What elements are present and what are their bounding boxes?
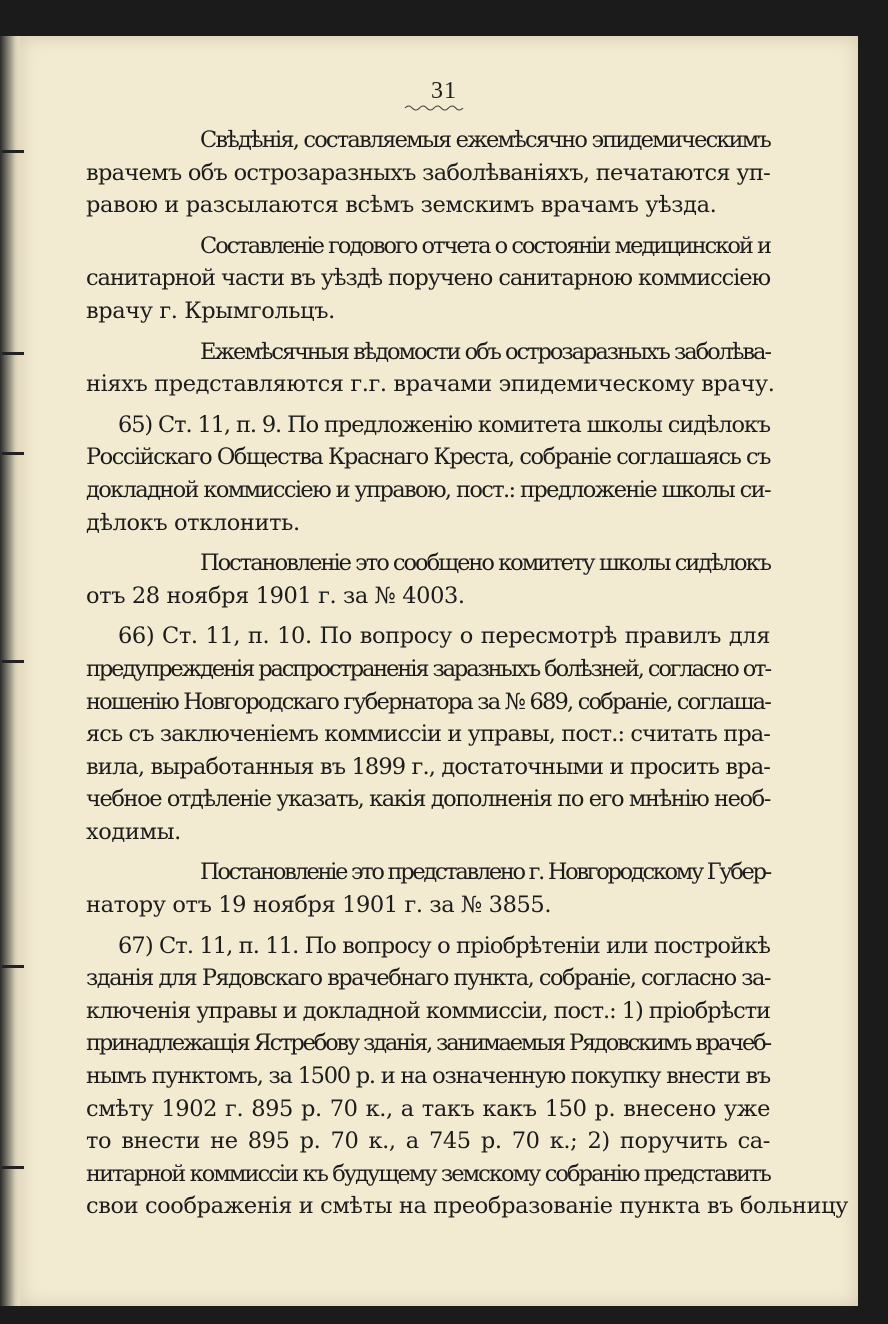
paragraph-item-66 xyxy=(86,620,770,848)
text-line: ніяхъ представляются г.г. врачами эпидемическому врачу. xyxy=(86,371,775,398)
text-line: Свѣдѣнія, составляемыя ежемѣсячно эпидемическимъ xyxy=(200,127,770,153)
text-line: ношенію Новгородскаго губернатора за № 689, собраніе, соглаша- xyxy=(86,688,770,715)
text-line: ключенія управы и докладной коммиссіи, пост.: 1) пріобрѣсти xyxy=(86,997,770,1024)
text-line: нитарной коммиссіи къ будущему земскому собранію представить xyxy=(86,1160,770,1187)
text-line: чебное отдѣленіе указать, какія дополненія по его мнѣнію необ- xyxy=(86,786,770,813)
text-line: Россійскаго Общества Краснаго Креста, собраніе соглашаясь съ xyxy=(86,444,770,471)
book-spine xyxy=(0,36,22,1306)
text-line: врачу г. Крымгольцъ. xyxy=(86,297,335,324)
margin-mark xyxy=(2,452,24,455)
text-line: докладной коммиссіею и управою, пост.: предложеніе школы си- xyxy=(86,476,770,503)
paragraph xyxy=(86,547,770,612)
text-line: зданія для Рядовскаго врачебнаго пункта, собраніе, согласно за- xyxy=(86,965,770,992)
paragraph xyxy=(86,124,770,222)
text-line: 66) Ст. 11, п. 10. По вопросу о пересмотрѣ правилъ для xyxy=(118,623,770,650)
text-line: равою и разсылаются всѣмъ земскимъ врачамъ уѣзда. xyxy=(86,192,717,219)
text-line: ходимы. xyxy=(86,818,181,845)
text-line: врачемъ объ острозаразныхъ заболѣваніяхъ, печатаются уп- xyxy=(86,159,770,186)
text-line: натору отъ 19 ноября 1901 г. за № 3855. xyxy=(86,892,552,919)
paragraph xyxy=(86,336,775,401)
paragraph xyxy=(86,856,770,921)
text-line: 67) Ст. 11, п. 11. По вопросу о пріобрѣтеніи или постройкѣ xyxy=(118,932,770,959)
text-line: свои соображенія и смѣты на преобразованіе пункта въ больницу xyxy=(86,1193,849,1220)
page-number: 31 xyxy=(431,78,457,104)
paragraph xyxy=(86,230,770,328)
page-number-ornament xyxy=(405,104,463,112)
text-line: нымъ пунктомъ, за 1500 р. и на означенную покупку внести въ xyxy=(86,1063,770,1090)
text-line: санитарной части въ уѣздѣ поручено санитарною коммиссіею xyxy=(86,265,770,292)
text-line: предупрежденія распространенія заразныхъ болѣзней, согласно от- xyxy=(86,655,770,682)
document-body xyxy=(86,124,849,1231)
text-line: ясь съ заключеніемъ коммиссіи и управы, пост.: считать пра- xyxy=(86,721,770,748)
text-line: Постановленіе это представлено г. Новгородскому Губер- xyxy=(200,859,770,886)
paragraph-item-67 xyxy=(86,930,849,1223)
margin-mark xyxy=(2,1166,24,1169)
margin-mark xyxy=(2,352,24,355)
text-line: Постановленіе это сообщено комитету школы сидѣлокъ xyxy=(200,550,770,577)
text-line: Составленіе годового отчета о состояніи медицинской и xyxy=(200,232,770,259)
text-line: дѣлокъ отклонить. xyxy=(86,509,300,536)
margin-mark xyxy=(2,150,24,153)
text-line: вила, выработанныя въ 1899 г., достаточными и просить вра- xyxy=(86,753,770,780)
text-line: то внести не 895 р. 70 к., а 745 р. 70 к.; 2) поручить са- xyxy=(86,1128,770,1155)
text-line: смѣту 1902 г. 895 р. 70 к., а такъ какъ 150 р. внесено уже xyxy=(86,1095,770,1122)
margin-mark xyxy=(2,660,24,663)
text-line: 65) Ст. 11, п. 9. По предложенію комитета школы сидѣлокъ xyxy=(118,411,770,438)
margin-mark xyxy=(2,965,24,968)
text-line: принадлежащія Ястребову зданія, занимаемыя Рядовскимъ врачеб- xyxy=(86,1030,770,1057)
text-line: отъ 28 ноября 1901 г. за № 4003. xyxy=(86,582,465,609)
text-line: Ежемѣсячныя вѣдомости объ острозаразныхъ заболѣва- xyxy=(200,338,770,365)
paragraph-item-65 xyxy=(86,409,770,539)
